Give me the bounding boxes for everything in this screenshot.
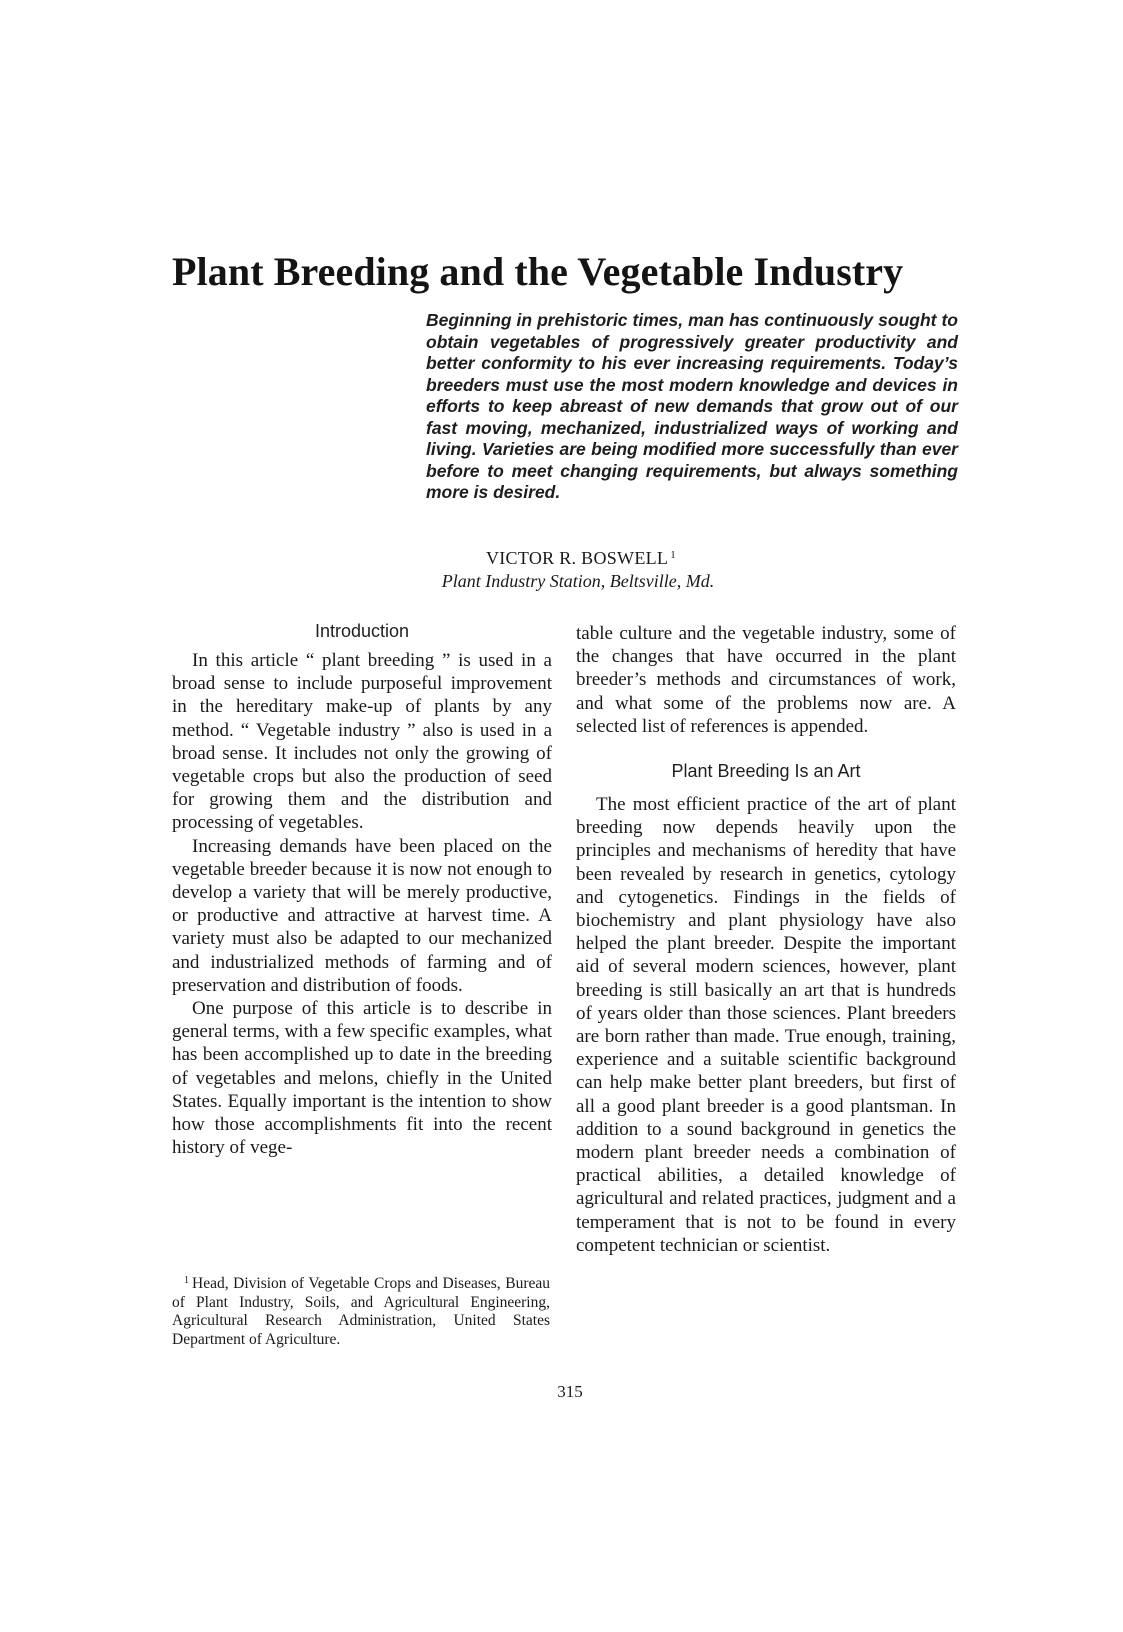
page-number: 315 — [557, 1382, 583, 1401]
footnote — [172, 1272, 550, 1349]
author-affiliation: Plant Industry Station, Beltsville, Md. — [441, 571, 715, 591]
author-name: VICTOR R. BOSWELL — [485, 548, 669, 568]
paragraph: The most efficient practice of the art of plant breeding now depends heavily upon the principles and mechanisms of heredity that have been revealed by research in genetics, cytology and cytogenetics. Findings in the fields of biochemistry and plant physiology have also helped the plant breeder. Despite the important aid of several modern sciences, however, plant breeding is still basically an art that is hundreds of years older than those sciences. Plant breeders are born rather than made. True enough, training, experience and a suitable scientific background can help make better plant breeders, but first of all a good plant breeder is a good plantsman. In addition to a sound background in genetics the modern plant breeder needs a combination of practical abilities, a detailed knowledge of agricultural and related practices, judgment and a temperament that is not to be found in every competent technician or scientist. — [576, 794, 956, 1256]
section-heading-introduction: Introduction — [314, 621, 410, 641]
footnote-text: Head, Division of Vegetable Crops and Diseases, Bureau of Plant Industry, Soils, and Agricultural Engineering, Agricultural Research Administration, United States Department of Agriculture. — [172, 1275, 550, 1348]
paragraph: One purpose of this article is to describe in general terms, with a few specific examples, what has been accomplished up to date in the breeding of vegetables and melons, chiefly in the United States. Equally important is the intention to show how those accomplishments fit into the recent history of vege- — [172, 998, 552, 1159]
author-line — [426, 544, 736, 569]
paragraph: In this article “ plant breeding ” is used in a broad sense to include purposeful improvement in the hereditary make-up of plants by any method. “ Vegetable industry ” also is used in a broad sense. It includes not only the growing of vegetable crops but also the production of seed for growing them and the distribution and processing of vegetables. — [172, 650, 552, 834]
right-column — [576, 622, 956, 1257]
section-heading-plant-breeding-art: Plant Breeding Is an Art — [671, 761, 861, 782]
paragraph: Increasing demands have been placed on the vegetable breeder because it is now not enough to develop a variety that will be merely productive, or productive and attractive at harvest time. A variety must also be adapted to our mechanized and industrialized methods of farming and of preservation and distribution of foods. — [172, 835, 552, 996]
article-abstract: Beginning in prehistoric times, man has continuously sought to obtain vegetables of progressively greater productivity and better conformity to his ever increasing requirements. Today’s breeders must use the most modern knowledge and devices in efforts to keep abreast of new demands that grow out of our fast moving, mechanized, industrialized ways of working and living. Varieties are being modified more successfully than ever before to meet changing requirements, but always something more is desired. — [426, 310, 958, 502]
article-title: Plant Breeding and the Vegetable Industry — [172, 249, 904, 294]
paragraph-continuation: table culture and the vegetable industry, some of the changes that have occurred in the plant breeder’s methods and circumstances of work, and what some of the problems now are. A selected list of references is appended. — [576, 623, 956, 737]
left-column — [172, 620, 552, 1159]
author-footnote-mark[interactable]: 1 — [670, 549, 677, 561]
footnote-mark: 1 — [184, 1275, 189, 1286]
